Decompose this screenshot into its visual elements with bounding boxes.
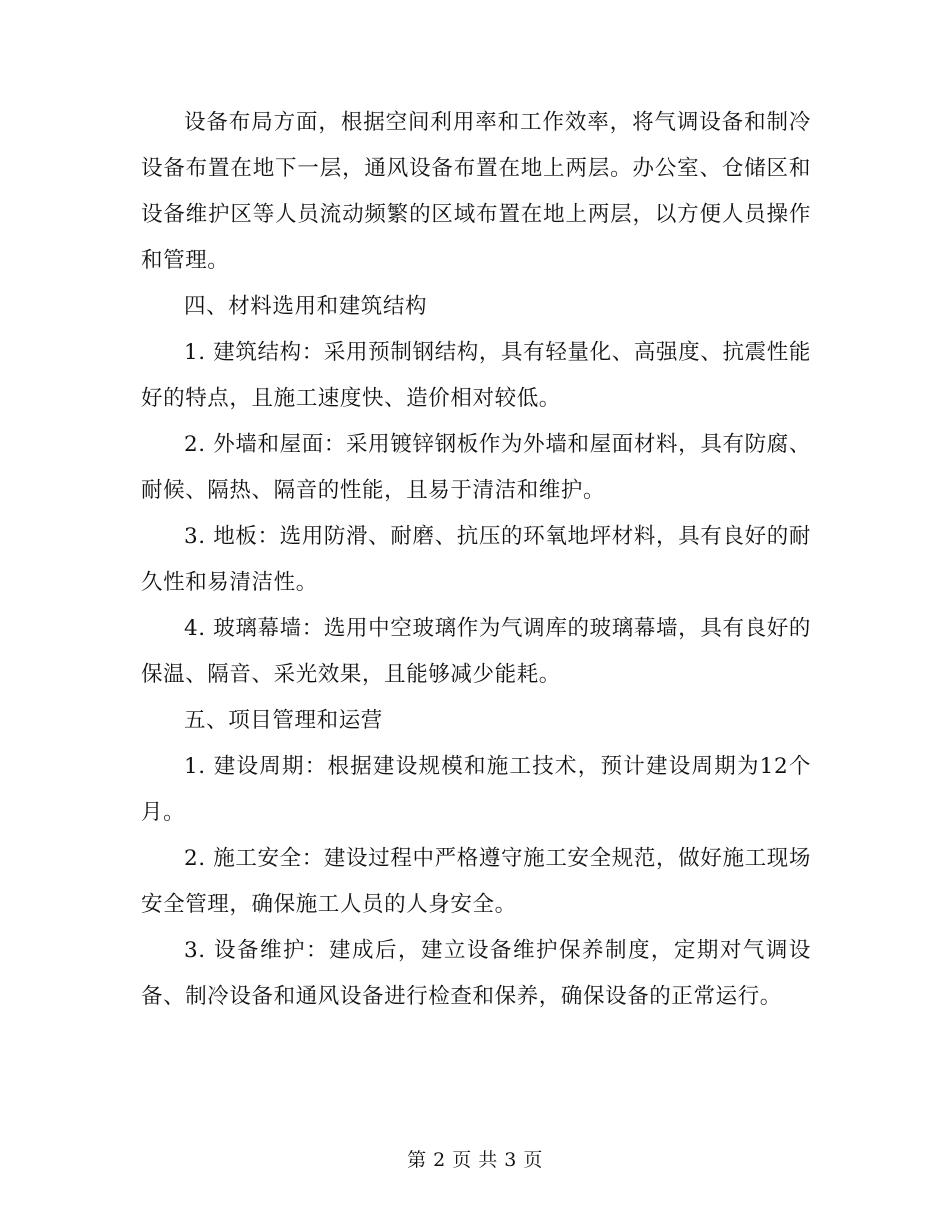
paragraph-equipment-layout: 设备布局方面，根据空间利用率和工作效率，将气调设备和制冷设备布置在地下一层，通风设备布置在地上两层。办公室、仓储区和设备维护区等人员流动频繁的区域布置在地上两层，以方便人员操作和管理。 xyxy=(141,110,811,273)
paragraph-equipment-maintenance: 3. 设备维护：建成后，建立设备维护保养制度，定期对气调设备、制冷设备和通风设备进行检查和保养，确保设备的正常运行。 xyxy=(141,938,811,1009)
paragraph-construction-period: 1. 建设周期：根据建设规模和施工技术，预计建设周期为12个月。 xyxy=(141,754,811,825)
paragraph-walls-roof: 2. 外墙和屋面：采用镀锌钢板作为外墙和屋面材料，具有防腐、耐候、隔热、隔音的性能，且易于清洁和维护。 xyxy=(141,432,811,503)
document-body xyxy=(141,100,811,1020)
section-heading-management: 五、项目管理和运营 xyxy=(184,708,383,733)
paragraph-floor: 3. 地板：选用防滑、耐磨、抗压的环氧地坪材料，具有良好的耐久性和易清洁性。 xyxy=(141,524,811,595)
paragraph-building-structure: 1. 建筑结构：采用预制钢结构，具有轻量化、高强度、抗震性能好的特点，且施工速度快、造价相对较低。 xyxy=(141,340,811,411)
page-number-footer: 第 2 页 共 3 页 xyxy=(407,1149,543,1171)
paragraph-construction-safety: 2. 施工安全：建设过程中严格遵守施工安全规范，做好施工现场安全管理，确保施工人员的人身安全。 xyxy=(141,846,811,917)
section-heading-materials: 四、材料选用和建筑结构 xyxy=(184,294,428,319)
paragraph-glass-curtain-wall: 4. 玻璃幕墙：选用中空玻璃作为气调库的玻璃幕墙，具有良好的保温、隔音、采光效果，且能够减少能耗。 xyxy=(141,616,811,687)
